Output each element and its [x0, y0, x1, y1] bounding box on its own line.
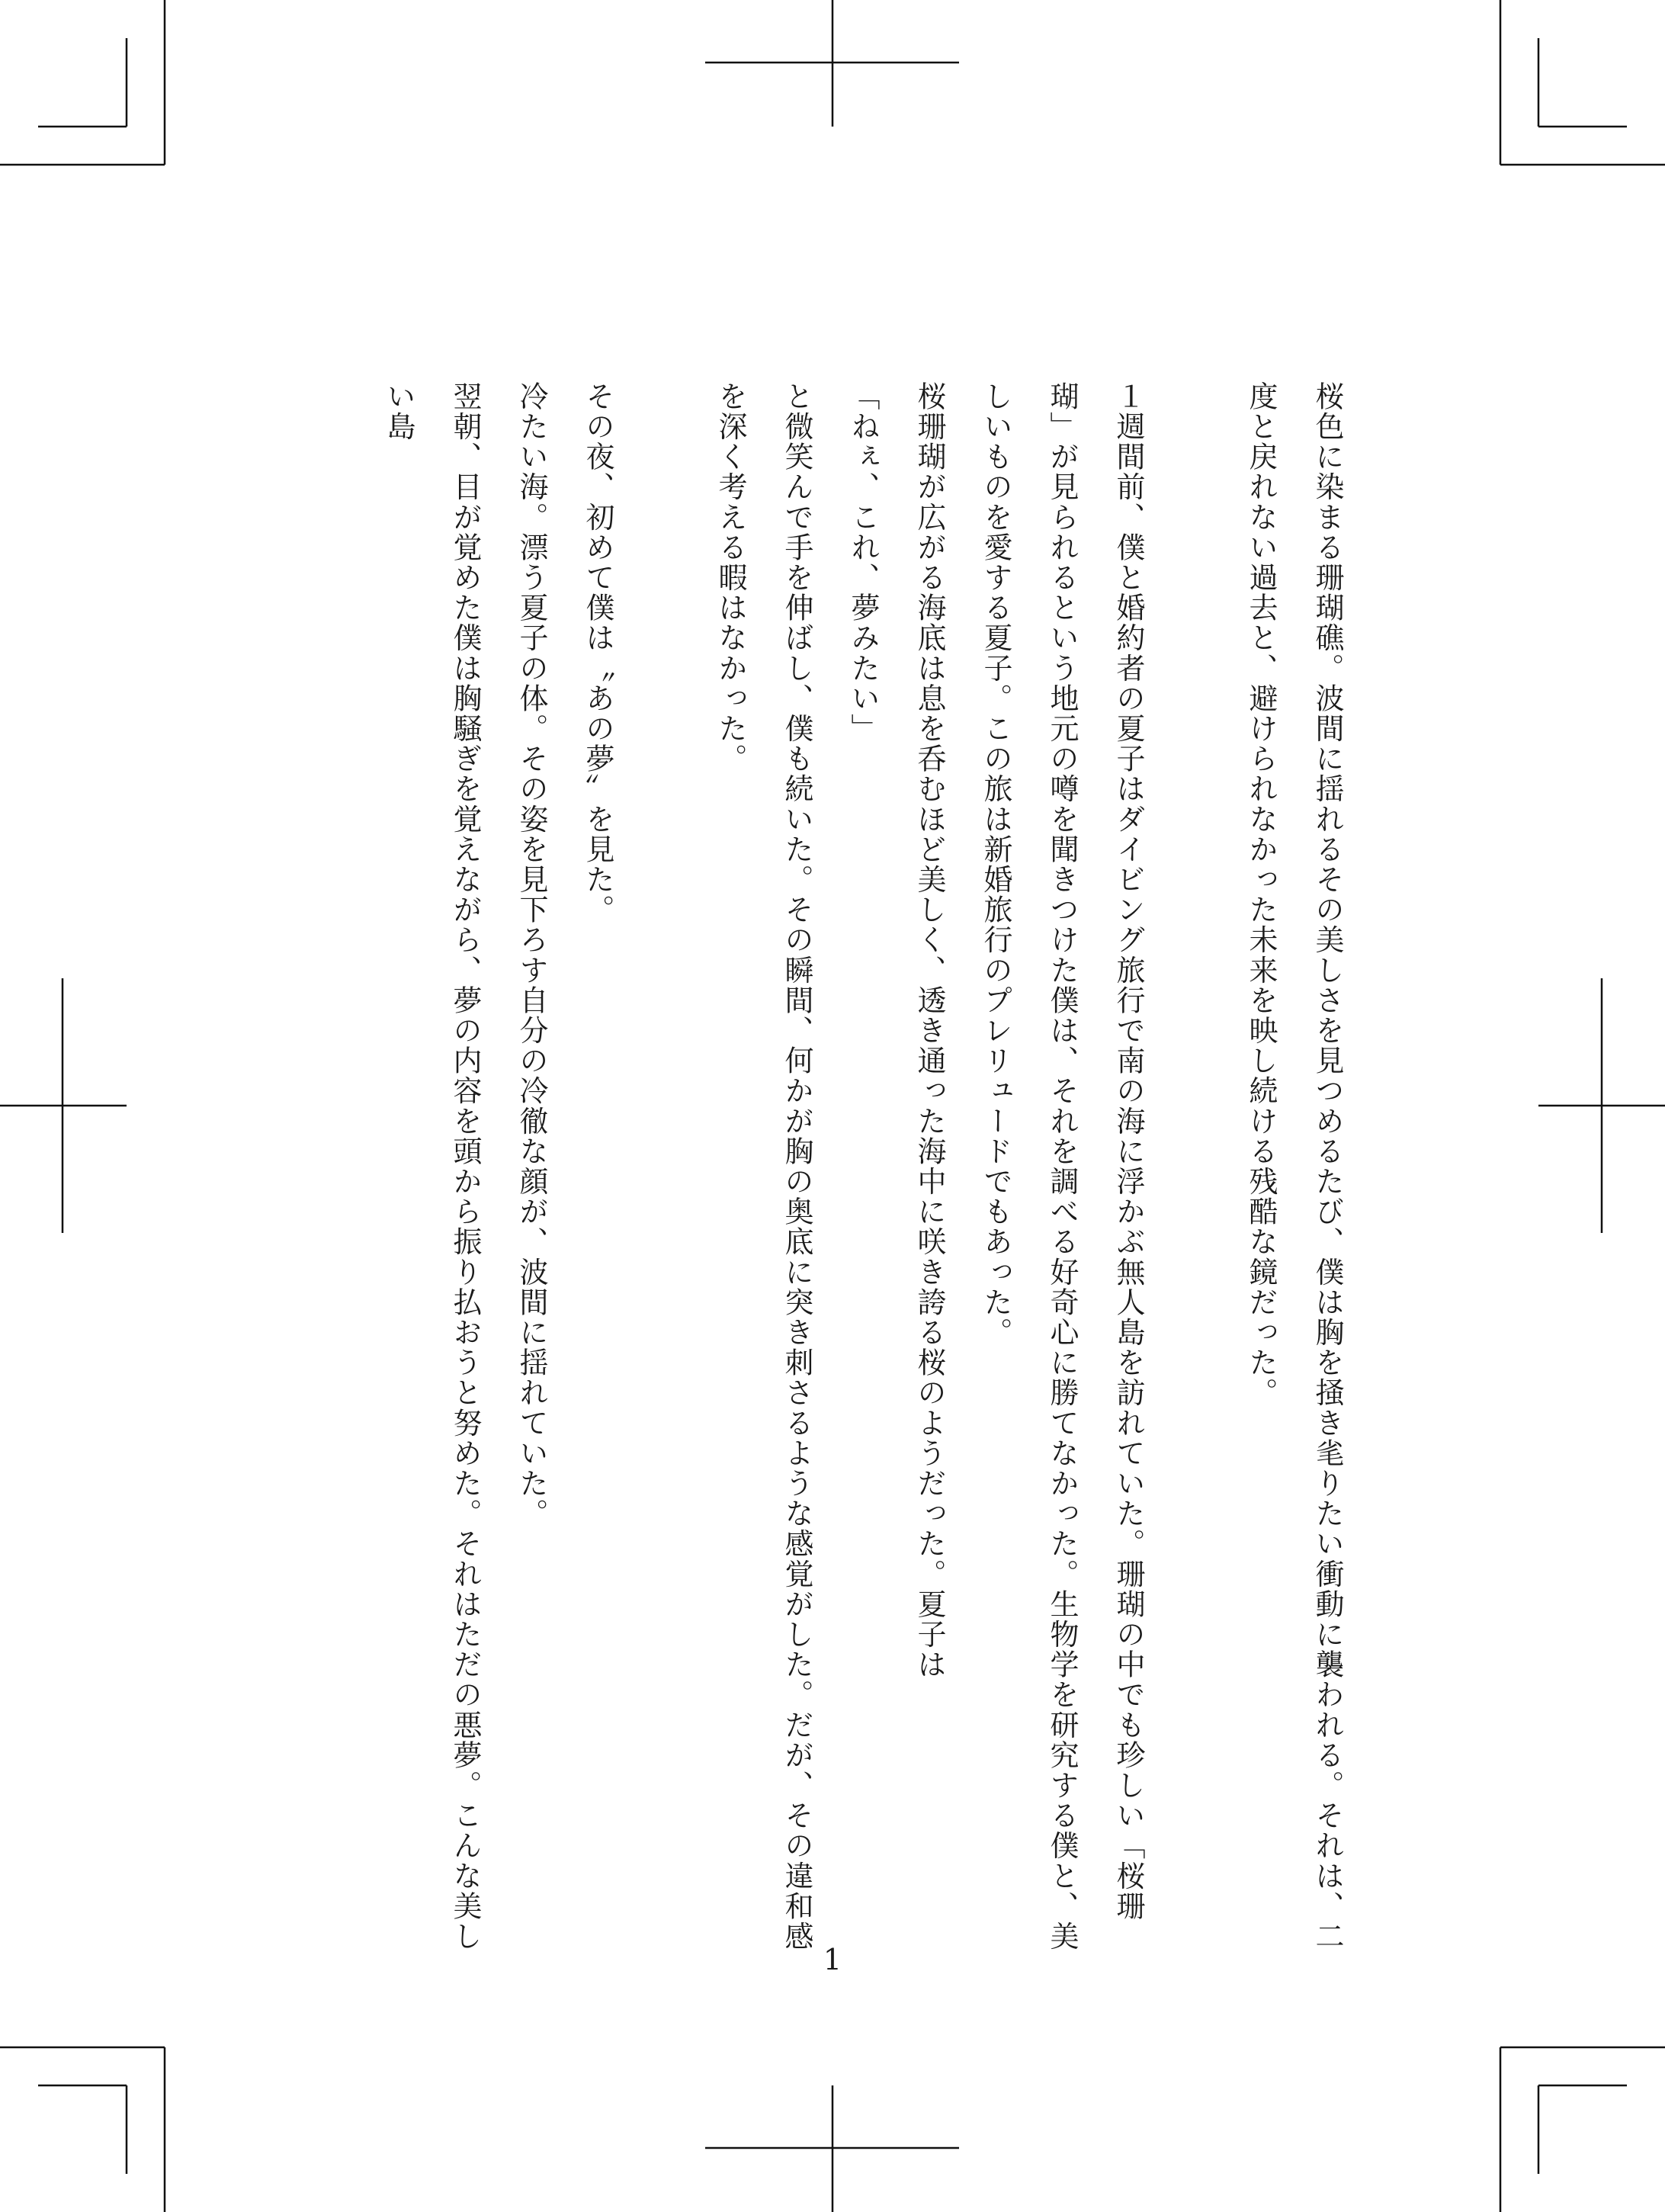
blank-line: [630, 381, 697, 1952]
dialogue-line: 「ねぇ、これ、夢みたい」: [846, 381, 880, 744]
register-mark-bottom: [705, 2085, 959, 2212]
register-mark-left: [0, 978, 127, 1233]
crop-mark-bottom-left: [0, 2047, 165, 2212]
paragraph-1: 桜色に染まる珊瑚礁。波間に揺れるその美しさを見つめるたび、僕は胸を掻き毟りたい衝動に襲われる。それは、二度と戻れない過去と、避けられなかった未来を映し続ける残酷な鏡だった。: [1244, 381, 1344, 1952]
crop-mark-bottom-right: [1500, 2047, 1665, 2212]
crop-mark-top-left: [0, 0, 165, 165]
paragraph-7: 翌朝、目が覚めた僕は胸騒ぎを覚えながら、夢の内容を頭から振り払おうと努めた。それはただの悪夢。こんな美しい島: [382, 381, 482, 1952]
register-mark-right: [1538, 978, 1665, 1233]
register-mark-top: [705, 0, 959, 127]
crop-mark-top-right: [1500, 0, 1665, 165]
paragraph-3: 桜珊瑚が広がる海底は息を呑むほど美しく、透き通った海中に咲き誇る桜のようだった。夏子は: [913, 381, 946, 1680]
page-number: 1: [823, 1943, 842, 1976]
paragraph-6: 冷たい海。漂う夏子の体。その姿を見下ろす自分の冷徹な顔が、波間に揺れていた。: [515, 381, 548, 1529]
vertical-body-text: [365, 381, 1360, 1952]
paragraph-2: １週間前、僕と婚約者の夏子はダイビング旅行で南の海に浮かぶ無人島を訪れていた。珊瑚の中でも珍しい「桜珊瑚」が見られるという地元の噂を聞きつけた僕は、それを調べる好奇心に勝てなかった。生物学を研究する僕と、美しいものを愛する夏子。この旅は新婚旅行のプレリュードでもあった。: [979, 381, 1145, 1952]
paragraph-5: その夜、初めて僕は〝あの夢〟を見た。: [581, 381, 614, 925]
blank-line: [1161, 381, 1227, 1952]
paragraph-4: と微笑んで手を伸ばし、僕も続いた。その瞬間、何かが胸の奥底に突き刺さるような感覚がした。だが、その違和感を深く考える暇はなかった。: [714, 381, 813, 1952]
